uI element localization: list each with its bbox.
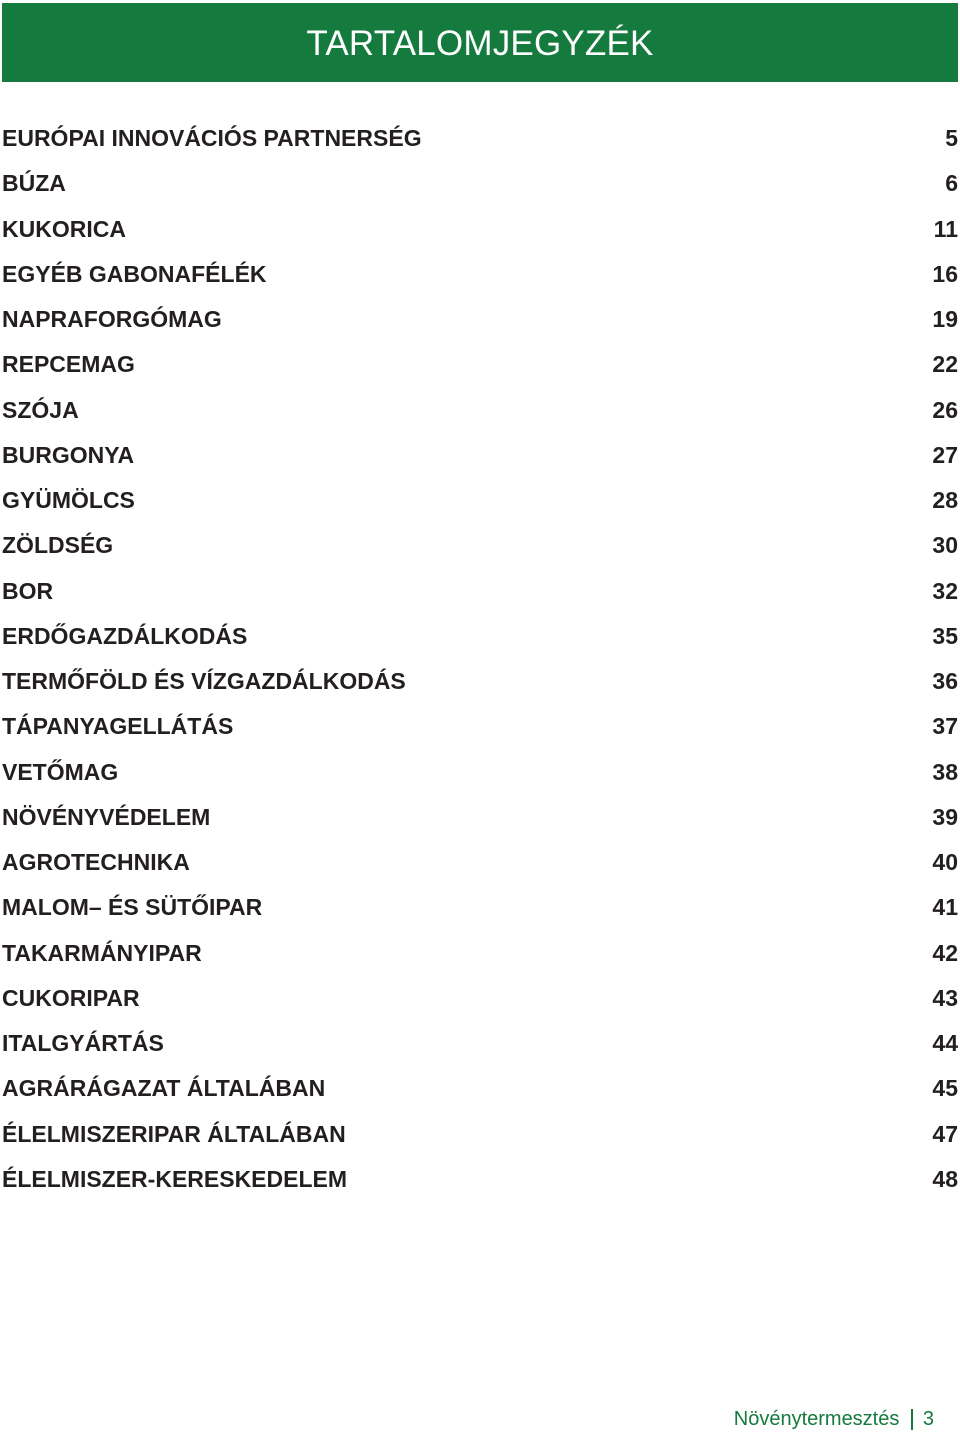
toc-entry-page-number: 26 bbox=[932, 396, 958, 423]
toc-entry-page-number: 36 bbox=[932, 668, 958, 695]
toc-entry-label: TERMŐFÖLD ÉS VÍZGAZDÁLKODÁS bbox=[2, 668, 406, 695]
toc-entry-page-number: 19 bbox=[932, 306, 958, 333]
toc-entry[interactable] bbox=[2, 1021, 958, 1066]
toc-entry[interactable] bbox=[2, 840, 958, 885]
toc-entry-label: ITALGYÁRTÁS bbox=[2, 1030, 164, 1057]
toc-entry-label: ÉLELMISZER-KERESKEDELEM bbox=[2, 1165, 348, 1192]
toc-entry[interactable] bbox=[2, 659, 958, 704]
toc-entry[interactable] bbox=[2, 1157, 958, 1202]
toc-entry[interactable] bbox=[2, 1066, 958, 1111]
toc-entry-page-number: 47 bbox=[932, 1120, 958, 1147]
toc-entry[interactable] bbox=[2, 207, 958, 252]
toc-entry[interactable] bbox=[2, 569, 958, 614]
title-banner bbox=[2, 3, 958, 82]
toc-entry[interactable] bbox=[2, 478, 958, 523]
toc-entry[interactable] bbox=[2, 433, 958, 478]
toc-entry-page-number: 28 bbox=[932, 487, 958, 514]
toc-entry-label: REPCEMAG bbox=[2, 351, 135, 378]
footer-separator bbox=[911, 1409, 913, 1430]
toc-entry-page-number: 32 bbox=[932, 577, 958, 604]
toc-entry[interactable] bbox=[2, 252, 958, 297]
footer-publication-title: Növénytermesztés bbox=[733, 1408, 900, 1430]
toc-entry-page-number: 6 bbox=[945, 170, 958, 197]
toc-entry[interactable] bbox=[2, 342, 958, 387]
toc-entry-page-number: 27 bbox=[932, 441, 958, 468]
toc-entry-label: MALOM– ÉS SÜTŐIPAR bbox=[2, 894, 263, 921]
toc-entry-label: BOR bbox=[2, 577, 54, 604]
toc-entry-page-number: 44 bbox=[932, 1030, 958, 1057]
toc-entry-label: AGROTECHNIKA bbox=[2, 849, 190, 876]
toc-entry[interactable] bbox=[2, 795, 958, 840]
toc-entry-page-number: 22 bbox=[932, 351, 958, 378]
toc-entry-page-number: 35 bbox=[932, 622, 958, 649]
toc-entry-label: SZÓJA bbox=[2, 396, 79, 423]
toc-entry[interactable] bbox=[2, 523, 958, 568]
toc-entry[interactable] bbox=[2, 976, 958, 1021]
toc-entry-label: BURGONYA bbox=[2, 441, 135, 468]
page-title: TARTALOMJEGYZÉK bbox=[306, 23, 654, 63]
toc-entry-label: CUKORIPAR bbox=[2, 984, 140, 1011]
toc-entry-page-number: 5 bbox=[945, 125, 958, 152]
toc-entry-label: NÖVÉNYVÉDELEM bbox=[2, 803, 211, 830]
table-of-contents bbox=[2, 116, 958, 1202]
toc-entry[interactable] bbox=[2, 297, 958, 342]
toc-entry-page-number: 45 bbox=[932, 1075, 958, 1102]
toc-entry-label: EURÓPAI INNOVÁCIÓS PARTNERSÉG bbox=[2, 125, 422, 152]
toc-entry-label: GYÜMÖLCS bbox=[2, 487, 135, 514]
toc-entry[interactable] bbox=[2, 1112, 958, 1157]
toc-entry[interactable] bbox=[2, 750, 958, 795]
toc-entry-page-number: 39 bbox=[932, 803, 958, 830]
toc-entry-page-number: 42 bbox=[932, 939, 958, 966]
toc-entry[interactable] bbox=[2, 885, 958, 930]
toc-entry-page-number: 40 bbox=[932, 849, 958, 876]
toc-entry-label: ZÖLDSÉG bbox=[2, 532, 114, 559]
toc-entry-label: KUKORICA bbox=[2, 215, 126, 242]
toc-entry-page-number: 48 bbox=[932, 1165, 958, 1192]
toc-entry[interactable] bbox=[2, 116, 958, 161]
toc-entry[interactable] bbox=[2, 614, 958, 659]
toc-entry-label: ERDŐGAZDÁLKODÁS bbox=[2, 622, 248, 649]
toc-entry-page-number: 41 bbox=[932, 894, 958, 921]
toc-entry-label: VETŐMAG bbox=[2, 758, 119, 785]
toc-entry-label: BÚZA bbox=[2, 170, 66, 197]
toc-entry-page-number: 30 bbox=[932, 532, 958, 559]
toc-entry-label: AGRÁRÁGAZAT ÁLTALÁBAN bbox=[2, 1075, 326, 1102]
toc-entry-page-number: 11 bbox=[933, 215, 958, 242]
toc-entry[interactable] bbox=[2, 704, 958, 749]
toc-entry[interactable] bbox=[2, 388, 958, 433]
toc-entry-label: TAKARMÁNYIPAR bbox=[2, 939, 202, 966]
toc-entry-page-number: 38 bbox=[932, 758, 958, 785]
toc-entry-label: EGYÉB GABONAFÉLÉK bbox=[2, 260, 267, 287]
toc-entry[interactable] bbox=[2, 161, 958, 206]
toc-entry-label: NAPRAFORGÓMAG bbox=[2, 306, 222, 333]
toc-entry-label: TÁPANYAGELLÁTÁS bbox=[2, 713, 234, 740]
page-footer bbox=[734, 1408, 934, 1431]
toc-entry-page-number: 43 bbox=[932, 984, 958, 1011]
toc-entry-page-number: 37 bbox=[932, 713, 958, 740]
toc-entry-page-number: 16 bbox=[932, 260, 958, 287]
footer-page-number: 3 bbox=[922, 1408, 934, 1430]
toc-entry[interactable] bbox=[2, 931, 958, 976]
toc-entry-label: ÉLELMISZERIPAR ÁLTALÁBAN bbox=[2, 1120, 346, 1147]
